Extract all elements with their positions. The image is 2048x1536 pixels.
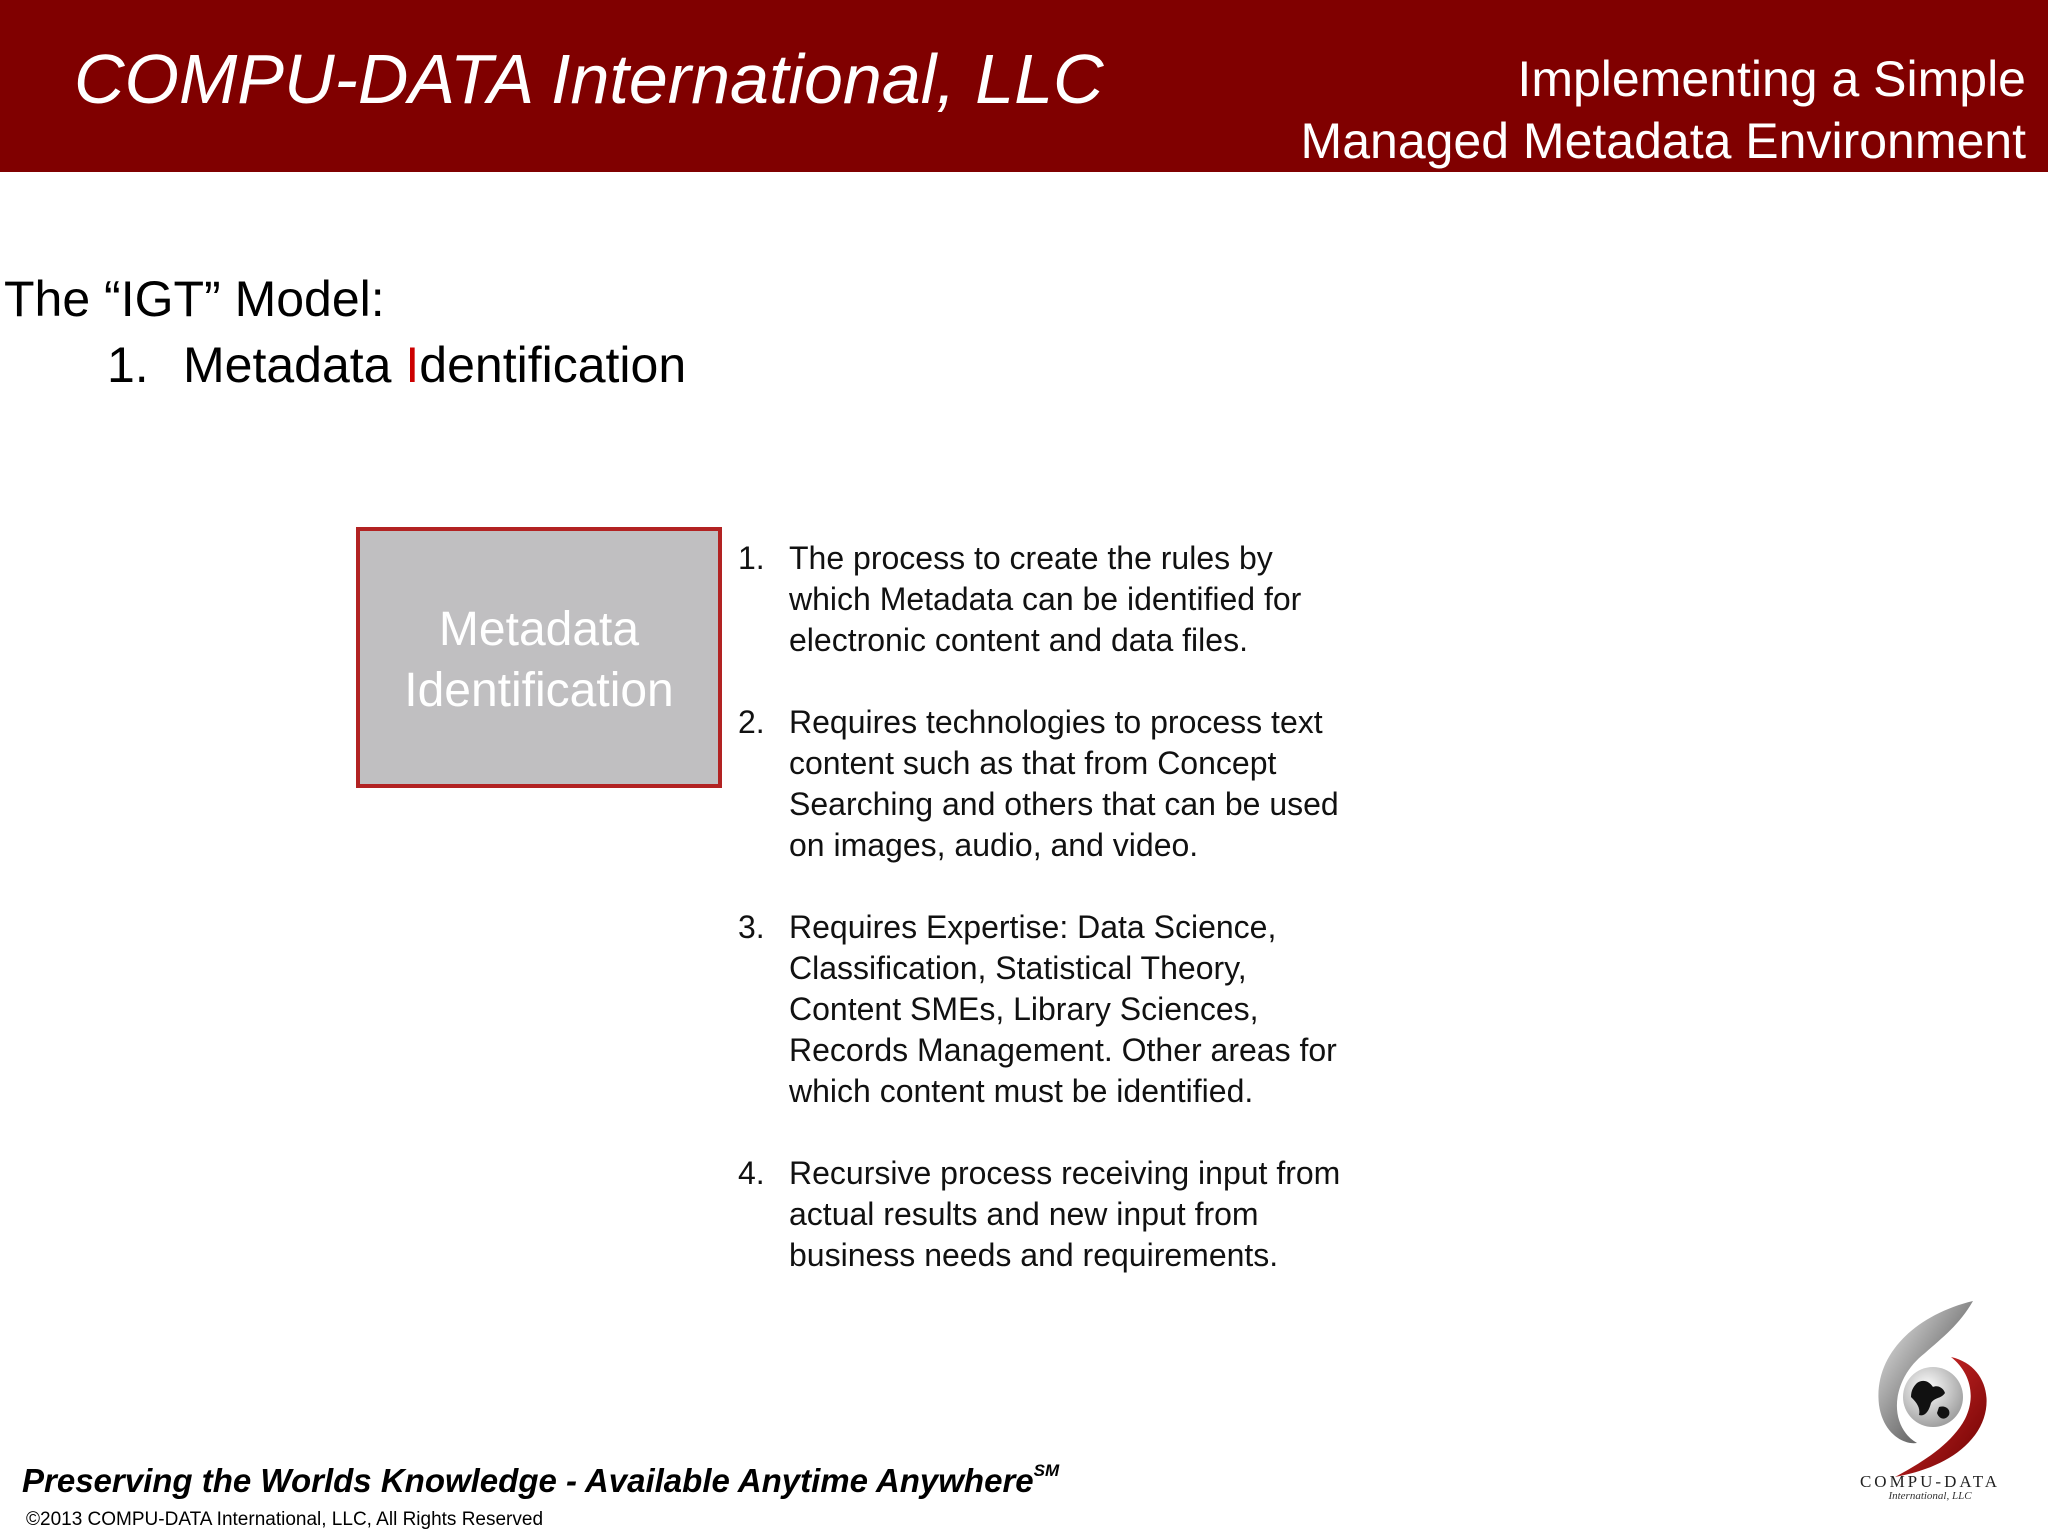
list-item-text: Requires technologies to process text content such as that from Concept Searching and others that can be used on images, audio, and video. [789,704,1339,863]
list-item [738,702,1358,866]
metadata-identification-box [356,527,722,788]
model-step-prefix: Metadata [183,337,406,393]
service-mark: SM [1033,1461,1060,1480]
tagline-text: Preserving the Worlds Knowledge - Available Anytime Anywhere [22,1462,1034,1499]
list-item-text: Requires Expertise: Data Science, Classification, Statistical Theory, Content SMEs, Library Sciences, Records Management. Other areas for which content must be identified. [789,909,1337,1109]
list-item-number: 3. [738,909,765,945]
company-name: COMPU-DATA International, LLC [74,40,1104,118]
list-item-number: 1. [738,540,765,576]
company-logo-icon [1855,1295,2005,1500]
list-item [738,538,1358,661]
list-item-number: 4. [738,1155,765,1191]
list-item-text: Recursive process receiving input from actual results and new input from business needs and requirements. [789,1155,1341,1273]
box-label-line-2: Identification [404,664,674,717]
list-item-text: The process to create the rules by which Metadata can be identified for electronic content and data files. [789,540,1302,658]
box-label-line-1: Metadata [438,603,640,656]
model-step-number: 1. [107,337,149,393]
presentation-subtitle [1301,48,2026,172]
description-list [738,538,1358,1317]
model-step-highlight: I [405,337,420,393]
logo-company-sub: International, LLC [1888,1490,1972,1502]
copyright-notice: ©2013 COMPU-DATA International, LLC, All Rights Reserved [26,1509,544,1530]
slide-title: The “IGT” Model: [4,271,385,327]
logo-company-name: COMPU-DATA [1859,1472,2001,1491]
box-label [360,599,718,721]
list-item [738,1153,1358,1276]
footer-tagline [22,1462,1059,1497]
subtitle-line-1: Implementing a Simple [1517,51,2026,107]
subtitle-line-2: Managed Metadata Environment [1300,113,2026,169]
model-step-heading [107,338,686,393]
list-item-number: 2. [738,704,765,740]
header-banner [0,0,2048,172]
model-step-suffix: dentification [419,337,687,393]
list-item [738,907,1358,1112]
